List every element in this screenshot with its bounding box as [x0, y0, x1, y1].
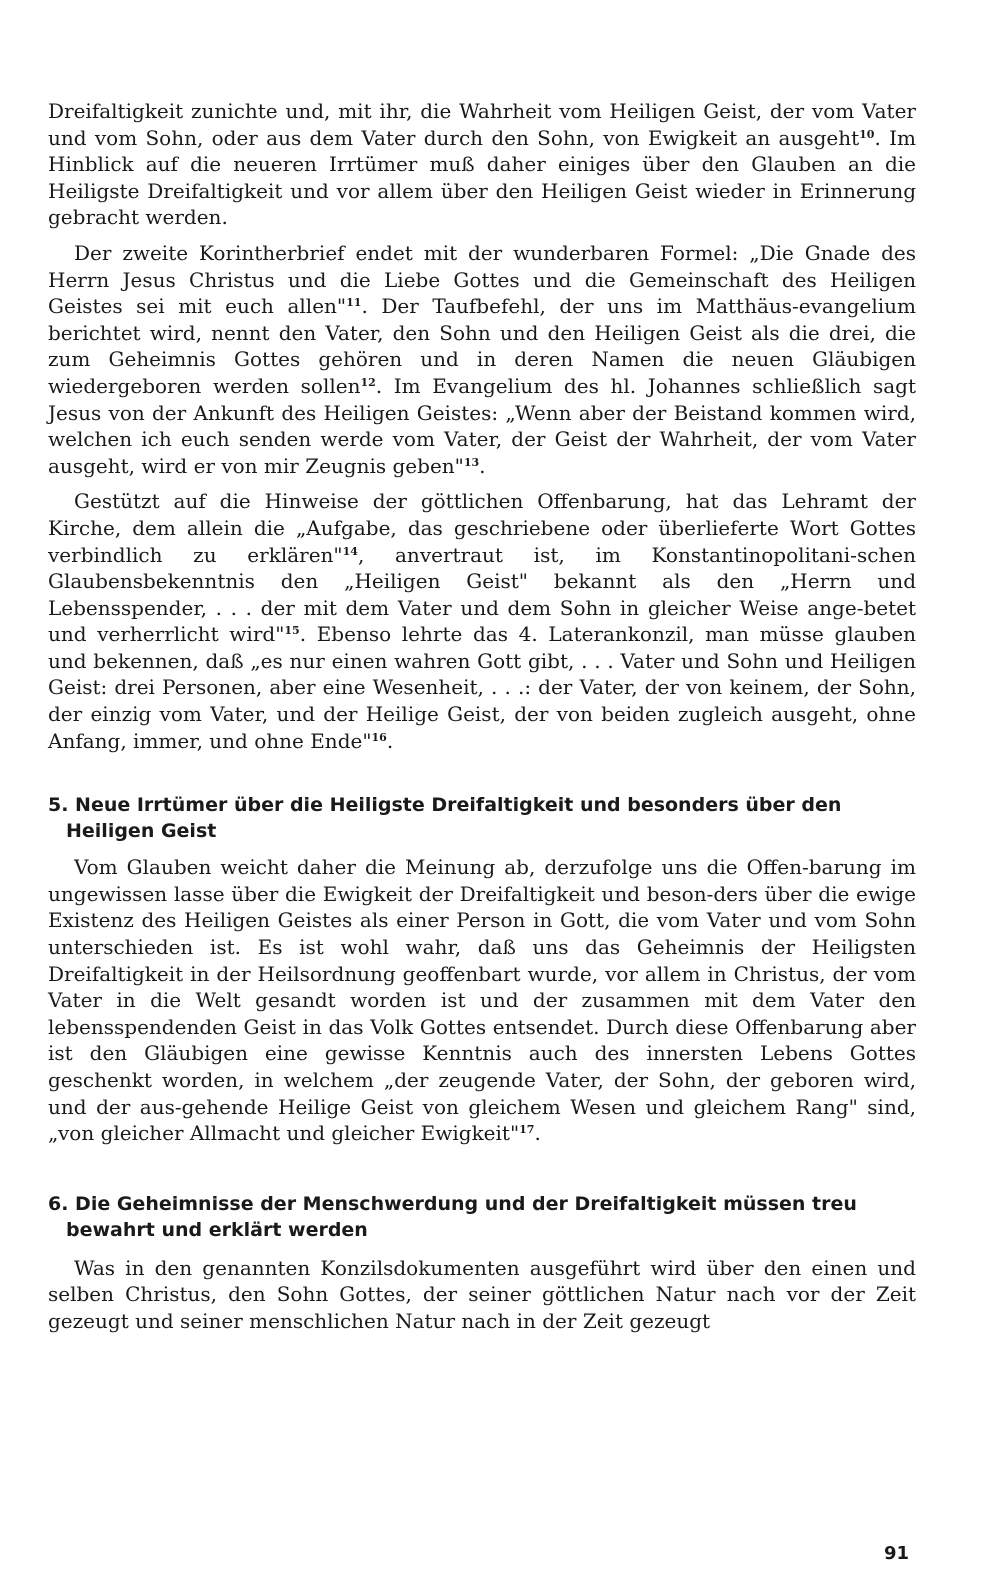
footnote-ref: 11 [346, 296, 362, 310]
footnote-ref: 17 [519, 1123, 535, 1137]
paragraph-segment: , anvertraut ist, im Konstantinopolitani-schen Glaubensbekenntnis den „Heiligen Geist" bekannt als den „Herrn und Lebensspender, . . . der mit dem Vater und dem Sohn in gleicher Weise ange-betet und verherrlicht wird" [48, 542, 916, 647]
paragraph-segment: . Ebenso lehrte das 4. Laterankonzil, man müsse glauben und bekennen, daß „es nur einen wahren Gott gibt, . . . Vater und Sohn und Heiligen Geist: drei Personen, aber eine Wesenheit, . . .: der Vater, der von keinem, der Sohn, der einzig vom Vater, und der Heilige Geist, der von beiden zugleich ausgeht, ohne Anfang, immer, und ohne Ende" [48, 622, 916, 753]
section-6-heading: 6. Die Geheimnisse der Menschwerdung und der Dreifaltigkeit müssen treu bewahrt und erklärt werden [48, 1192, 857, 1241]
paragraph-segment: . [534, 1121, 541, 1146]
paragraph-segment: Dreifaltigkeit zunichte und, mit ihr, die Wahrheit vom Heiligen Geist, der vom Vater und vom Sohn, oder aus dem Vater durch den Sohn, von Ewigkeit an ausgeht [48, 99, 916, 150]
paragraph-segment: Der zweite Korintherbrief endet mit der wunderbaren Formel: „Die Gnade des Herrn Jesus Christus und die Liebe Gottes und die Gemeinschaft des Heiligen Geistes sei mit euch allen" [48, 240, 916, 319]
paragraph-text [48, 98, 916, 231]
paragraph-korintherbrief [48, 240, 916, 479]
section-5-paragraph [48, 854, 916, 1147]
paragraph-segment: Gestützt auf die Hinweise der göttlichen Offenbarung, hat das Lehramt der Kirche, dem allein die „Aufgabe, das geschriebene oder überlieferte Wort Gottes verbindlich zu erklären" [48, 489, 916, 567]
paragraph-text [48, 854, 916, 1147]
page-body [48, 98, 916, 1344]
footnote-ref: 13 [463, 455, 480, 469]
footnote-ref: 12 [360, 375, 376, 389]
paragraph-text: Was in den genannten Konzilsdokumenten ausgeführt wird über den einen und selben Christus, den Sohn Gottes, der seiner göttlichen Natur nach vor der Zeit gezeugt und seiner menschlichen Natur nach in der Zeit gezeugt [48, 1255, 916, 1333]
paragraph-segment: Vom Glauben weicht daher die Meinung ab, derzufolge uns die Offen-barung im ungewissen lasse über die Ewigkeit der Dreifaltigkeit und beson-ders über die ewige Existenz des Heiligen Geistes als einer Person in Gott, die vom Vater und vom Sohn unterschieden ist. Es ist wohl wahr, daß uns das Geheimnis der Heiligsten Dreifaltigkeit in der Heilsordnung geoffenbart wurde, vor allem in Christus, der vom Vater in die Welt gesandt worden ist und der zusammen mit dem Vater den lebensspendenden Geist in das Volk Gottes entsendet. Durch diese Offenbarung aber ist den Gläubigen eine gewisse Kenntnis auch des innersten Lebens Gottes geschenkt worden, in welchem „der zeugende Vater, der Sohn, der geboren wird, und der aus-gehende Heilige Geist von gleichem Wesen und gleichem Rang" sind, „von gleicher Allmacht und gleicher Ewigkeit" [48, 855, 916, 1146]
page-number: 91 [884, 1543, 910, 1564]
paragraph-segment: . [386, 728, 394, 753]
paragraph-lehramt [48, 488, 916, 754]
section-6-paragraph [48, 1255, 916, 1335]
paragraph-segment: . Im Hinblick auf die neueren Irrtümer muß daher einiges über den Glauben an die Heiligste Dreifaltigkeit und vor allem über den Heiligen Geist wieder in Erinnerung gebracht werden. [48, 125, 916, 230]
paragraph-text [48, 240, 916, 479]
footnote-ref: 14 [342, 544, 358, 558]
paragraph-segment: . [479, 453, 486, 478]
paragraph-segment: . Im Evangelium des hl. Johannes schließlich sagt Jesus von der Ankunft des Heiligen Geistes: „Wenn aber der Beistand kommen wird, welchen ich euch senden werde vom Vater, der Geist der Wahrheit, der vom Vater ausgeht, wird er von mir Zeugnis geben" [48, 373, 917, 478]
section-5-heading: 5. Neue Irrtümer über die Heiligste Dreifaltigkeit und besonders über den Heiligen Geist [48, 794, 842, 843]
footnote-ref: 15 [284, 624, 300, 638]
paragraph-segment: . Der Taufbefehl, der uns im Matthäus-evangelium berichtet wird, nennt den Vater, den Sohn und den Heiligen Geist als die drei, die zum Geheimnis Gottes gehören und in deren Namen die neuen Gläubigen wiedergeboren werden sollen [48, 294, 916, 398]
paragraph-text [48, 488, 916, 754]
footnote-ref: 10 [859, 127, 875, 141]
footnote-ref: 16 [371, 730, 387, 744]
paragraph-trinity-continuation [48, 98, 916, 231]
